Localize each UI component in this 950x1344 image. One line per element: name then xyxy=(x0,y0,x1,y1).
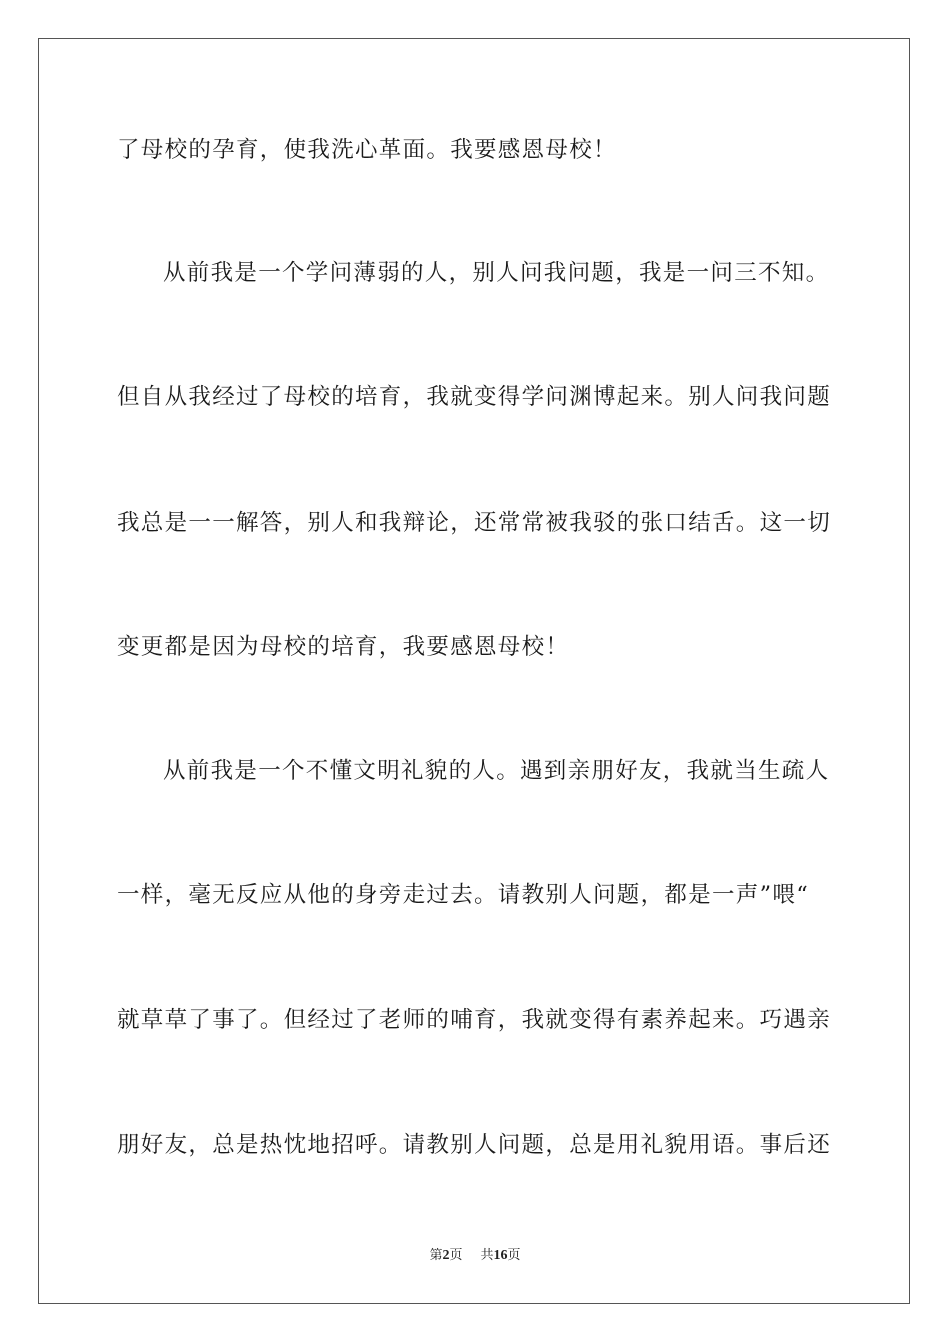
paragraph-line: 从前我是一个不懂文明礼貌的人。遇到亲朋好友，我就当生疏人 xyxy=(163,758,830,784)
page-total-prefix: 共 xyxy=(480,1248,494,1263)
page-footer xyxy=(0,1246,950,1266)
page-number-prefix: 第 xyxy=(429,1248,443,1263)
paragraph-line: 朋好友，总是热忱地招呼。请教别人问题，总是用礼貌用语。事后还 xyxy=(117,1132,832,1158)
paragraph-line: 了母校的孕育，使我洗心革面。我要感恩母校！ xyxy=(117,137,617,163)
paragraph-line: 从前我是一个学问薄弱的人，别人问我问题，我是一问三不知。 xyxy=(163,260,830,286)
paragraph-line: 我总是一一解答，别人和我辩论，还常常被我驳的张口结舌。这一切 xyxy=(117,510,832,536)
paragraph-line: 一样，毫无反应从他的身旁走过去。请教别人问题，都是一声”喂“ xyxy=(117,882,810,908)
paragraph-line: 就草草了事了。但经过了老师的哺育，我就变得有素养起来。巧遇亲 xyxy=(117,1007,832,1033)
page-border xyxy=(38,38,910,1304)
page-number-suffix: 页 xyxy=(449,1248,463,1263)
paragraph-line: 变更都是因为母校的培育，我要感恩母校！ xyxy=(117,634,570,660)
paragraph-line: 但自从我经过了母校的培育，我就变得学问渊博起来。别人问我问题 xyxy=(117,384,832,410)
page-total-suffix: 页 xyxy=(507,1248,521,1263)
page-number-total: 16 xyxy=(493,1248,508,1263)
page-number-current: 2 xyxy=(442,1248,450,1263)
